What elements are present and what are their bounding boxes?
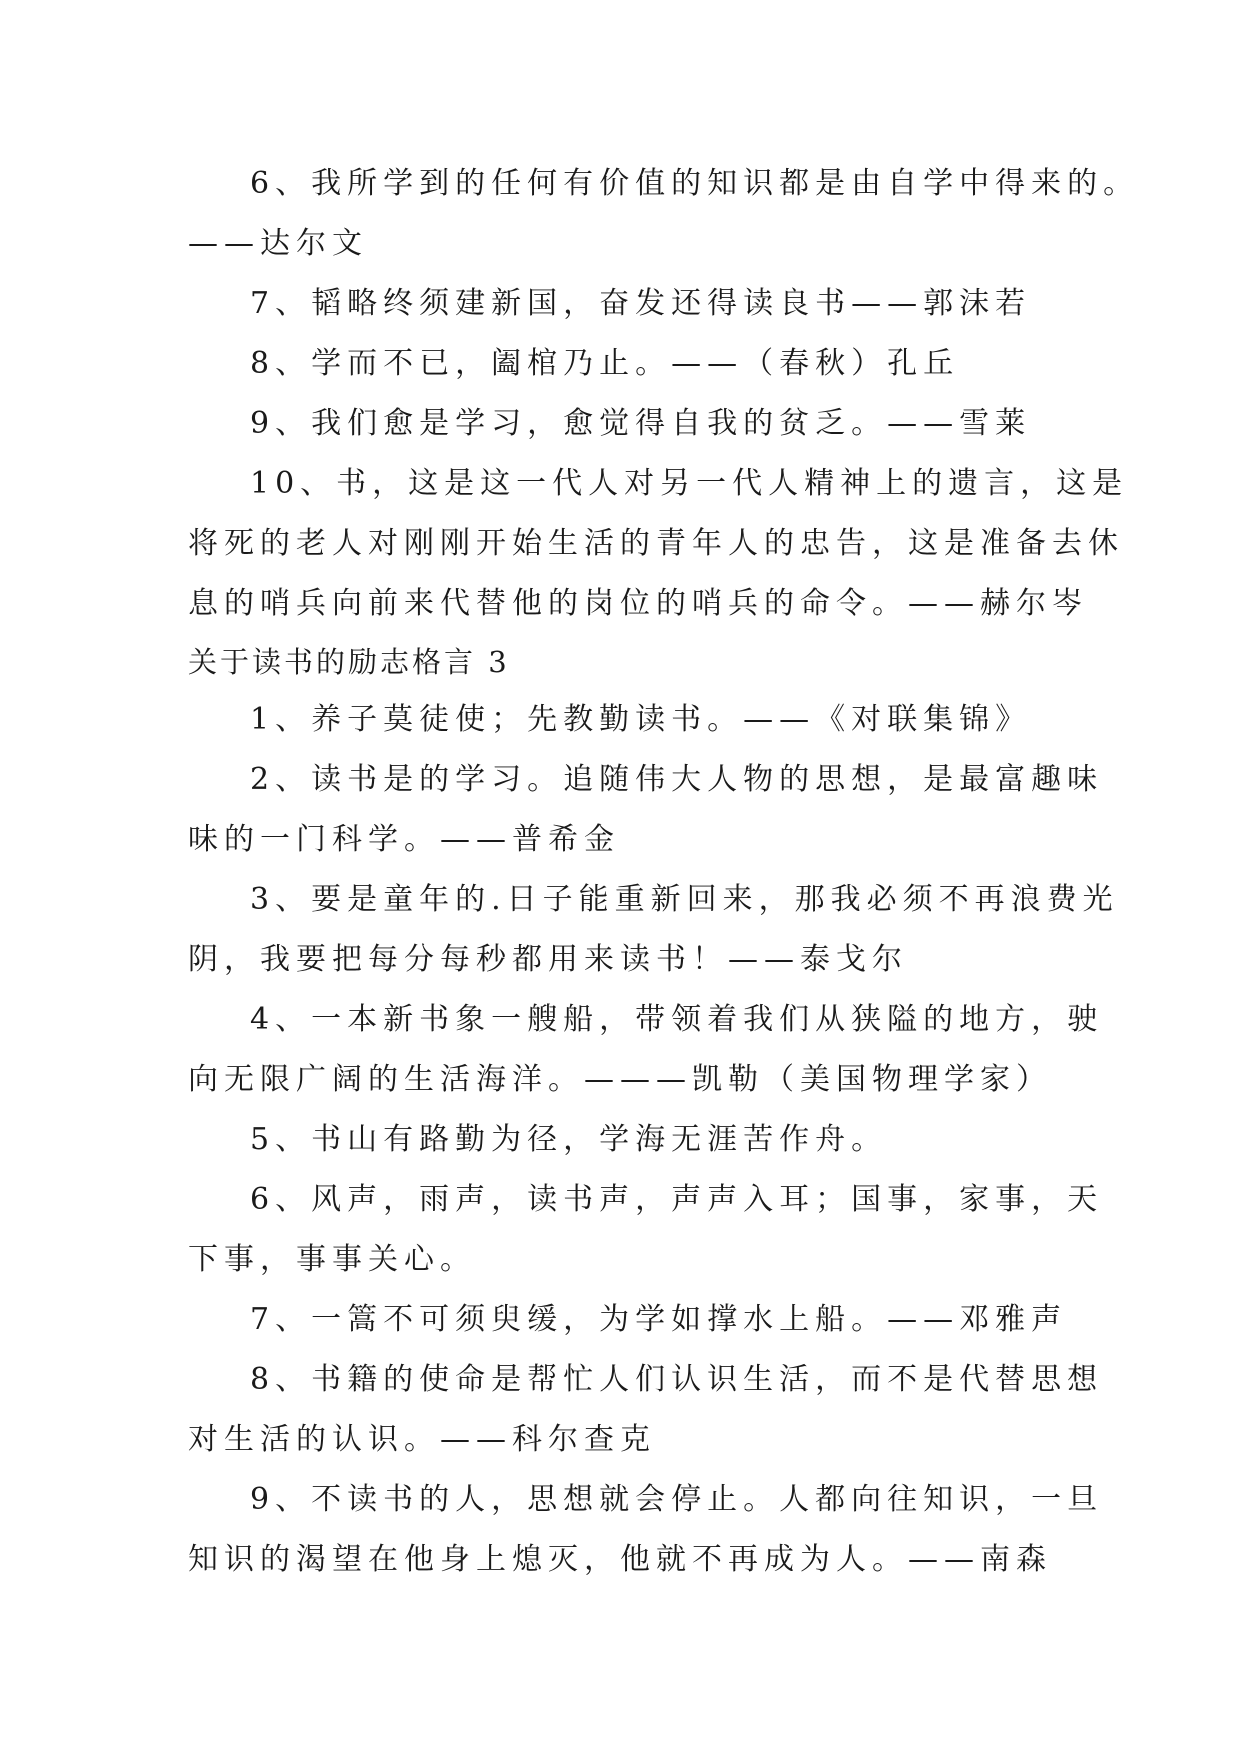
- quote-paragraph: [188, 334, 1058, 394]
- quote-paragraph: [188, 454, 1129, 634]
- text-line: 味的一门科学。——普希金: [188, 822, 620, 857]
- text-line: 知识的渴望在他身上熄灭，他就不再成为人。——南森: [188, 1542, 1052, 1577]
- text-line: 9、我们愈是学习，愈觉得自我的贫乏。——雪莱: [250, 406, 1032, 441]
- quote-paragraph: [188, 1110, 1058, 1170]
- text-line: 3、要是童年的.日子能重新回来，那我必须不再浪费光: [250, 882, 1119, 917]
- text-line: 息的哨兵向前来代替他的岗位的哨兵的命令。——赫尔岑: [188, 586, 1088, 621]
- quote-paragraph: [188, 1170, 1104, 1290]
- text-line: 6、我所学到的任何有价值的知识都是由自学中得来的。: [250, 166, 1140, 201]
- text-line: 下事，事事关心。: [188, 1242, 476, 1277]
- text-line: 阴，我要把每分每秒都用来读书！——泰戈尔: [188, 942, 908, 977]
- section-heading: 关于读书的励志格言 3: [188, 645, 510, 679]
- text-line: 对生活的认识。——科尔查克: [188, 1422, 656, 1457]
- text-line: 1、养子莫徒使；先教勤读书。——《对联集锦》: [250, 702, 1032, 737]
- text-line: 7、韬略终须建新国，奋发还得读良书——郭沫若: [250, 286, 1032, 321]
- quote-paragraph: [188, 690, 1058, 750]
- text-line: 5、书山有路勤为径，学海无涯苦作舟。: [250, 1122, 888, 1157]
- quote-paragraph: [188, 870, 1119, 990]
- text-line: 将死的老人对刚刚开始生活的青年人的忠告，这是准备去休: [188, 526, 1124, 561]
- text-line: 4、一本新书象一艘船，带领着我们从狭隘的地方，驶: [250, 1002, 1104, 1037]
- text-line: 7、一篙不可须臾缓，为学如撑水上船。——邓雅声: [250, 1302, 1068, 1337]
- text-line: 2、读书是的学习。追随伟大人物的思想，是最富趣味: [250, 762, 1104, 797]
- document-page: [188, 154, 1140, 1590]
- quote-paragraph: [188, 154, 1140, 274]
- quote-paragraph: [188, 1470, 1104, 1590]
- quote-paragraph: [188, 394, 1058, 454]
- text-line: 6、风声，雨声，读书声，声声入耳；国事，家事，天: [250, 1182, 1104, 1217]
- text-line: 8、学而不已，阖棺乃止。——（春秋）孔丘: [250, 346, 960, 381]
- quote-paragraph: [188, 750, 1104, 870]
- quote-paragraph: [188, 274, 1058, 334]
- quote-paragraph: [188, 990, 1104, 1110]
- text-line: 10、书，这是这一代人对另一代人精神上的遗言，这是: [250, 466, 1129, 501]
- quote-paragraph: [188, 1350, 1104, 1470]
- text-line: 9、不读书的人，思想就会停止。人都向往知识，一旦: [250, 1482, 1104, 1517]
- quote-paragraph: [188, 1290, 1068, 1350]
- text-line: ——达尔文: [188, 226, 368, 261]
- text-line: 向无限广阔的生活海洋。———凯勒（美国物理学家）: [188, 1062, 1052, 1097]
- text-line: 8、书籍的使命是帮忙人们认识生活，而不是代替思想: [250, 1362, 1104, 1397]
